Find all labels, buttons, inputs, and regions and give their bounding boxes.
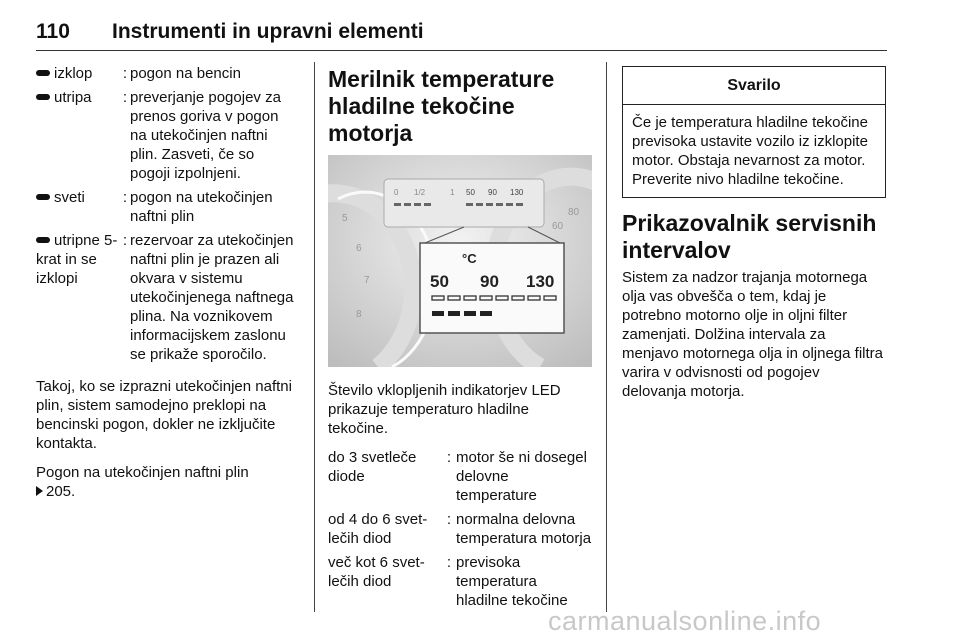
led-bar-icon bbox=[36, 70, 50, 76]
zoom-scale-130: 130 bbox=[526, 272, 555, 291]
led-count-description: normalna delovna temperatura motorja bbox=[456, 511, 592, 547]
column-divider-1 bbox=[314, 62, 315, 612]
dial-number: 80 bbox=[568, 207, 580, 218]
temp-scale-label: 130 bbox=[510, 188, 524, 197]
state-description: pogon na utekočinjen naftni plin bbox=[130, 189, 273, 225]
led-count-term: od 4 do 6 svetlečih diod bbox=[328, 511, 428, 547]
dial-number: 8 bbox=[356, 309, 362, 320]
zoom-scale-50: 50 bbox=[430, 272, 449, 291]
chapter-title: Instrumenti in upravni elementi bbox=[112, 20, 424, 43]
state-description: rezervoar za utekočinjen naftni plin je prazen ali okvara v sistemu utekočinjenega naftnega plina. Na voznikovem informacijskem zaslonu se prikaže sporočilo. bbox=[130, 232, 294, 363]
led-count-term: do 3 svetleče diode bbox=[328, 449, 417, 485]
figure-caption: Število vklopljenih indikatorjev LED prikazuje temperaturo hladilne tekočine. bbox=[328, 382, 561, 437]
section-heading-service: Prikazovalnik servisnih intervalov bbox=[622, 210, 877, 263]
section-heading-coolant: Merilnik temperature hladilne tekočine motorja bbox=[328, 66, 555, 146]
page-header bbox=[36, 14, 887, 51]
state-description: preverjanje pogojev za prenos goriva v pogon na utekočinjen naftni plin. Zasveti, če so pogoji izpolnjeni. bbox=[130, 89, 281, 182]
state-term: utripne 5-krat in se izklopi bbox=[36, 232, 118, 287]
state-term: sveti bbox=[36, 188, 120, 231]
state-term: utripa bbox=[36, 88, 120, 188]
state-description: pogon na bencin bbox=[130, 65, 241, 82]
fuel-scale-label: 0 bbox=[394, 188, 399, 197]
led-count-description: previsoka temperatura hladilne tekočine bbox=[456, 554, 568, 609]
dial-number: 5 bbox=[342, 213, 348, 224]
lpg-state-list: izklop : pogon na bencin utripa : preverjanje pogojev za prenos goriva v pogon na utekočinjen naftni plin. Zasveti, če so pogoji izpolnjeni. sveti : pogon na utekočinjen naftni plin utripne 5-krat in se izklopi : rezervoar za utekočinjen naftni plin je prazen ali okvara v sistemu utekočinjenega naftnega plina. Na voznikovem informacijskem zaslonu se prikaže sporočilo. bbox=[36, 64, 298, 369]
temp-scale-label: 50 bbox=[466, 188, 475, 197]
coolant-gauge-figure bbox=[328, 155, 592, 367]
right-column bbox=[622, 66, 886, 401]
page-number: 110 bbox=[36, 20, 70, 43]
warning-title: Svarilo bbox=[623, 67, 885, 105]
fallback-paragraph: Takoj, ko se izprazni utekočinjen naftni plin, sistem samodejno preklopi na bencinski pogon, dokler ne izključite kontakta. bbox=[36, 378, 292, 452]
warning-box bbox=[622, 66, 886, 198]
led-count-description: motor še ni dosegel delovne temperature bbox=[456, 449, 587, 504]
fuel-scale-label: 1 bbox=[450, 188, 455, 197]
led-bar-icon bbox=[36, 94, 50, 100]
warning-text: Če je temperatura hladilne tekočine previsoka ustavite vozilo iz izklopite motor. Obstaja nevarnost za motor. Preverite nivo hladilne tekočine. bbox=[632, 114, 868, 188]
state-term: izklop bbox=[36, 64, 120, 88]
watermark: carmanualsonline.info bbox=[548, 606, 822, 636]
dial-number: 6 bbox=[356, 243, 362, 254]
led-count-term: več kot 6 svetlečih diod bbox=[328, 554, 425, 590]
column-divider-2 bbox=[606, 62, 607, 612]
led-bar-icon bbox=[36, 194, 50, 200]
temperature-table: do 3 svetleče diode : motor še ni dosegel delovne temperature od 4 do 6 svetlečih diod : normalna delovna temperatura motorja več kot 6 svetlečih diod : previsoka temperatura hladilne tekočine bbox=[328, 448, 592, 615]
page-reference-icon bbox=[36, 486, 43, 496]
fuel-scale-label: 1/2 bbox=[414, 188, 426, 197]
temp-scale-label: 90 bbox=[488, 188, 497, 197]
dial-number: 60 bbox=[552, 221, 564, 232]
coolant-temp-symbol: °C bbox=[462, 251, 477, 266]
dial-number: 7 bbox=[364, 275, 370, 286]
left-column bbox=[36, 64, 298, 501]
zoom-scale-90: 90 bbox=[480, 272, 499, 291]
reference-paragraph: Pogon na utekočinjen naftni plin 205. bbox=[36, 464, 249, 500]
service-paragraph: Sistem za nadzor trajanja motornega olja vas obvešča o tem, kdaj je potrebno motorno olje in oljni filter zamenjati. Dolžina intervala za menjavo motornega olja in oljnega filtra varira v odvisnosti od pogojev delovanja motorja. bbox=[622, 269, 883, 400]
led-bar-icon bbox=[36, 237, 50, 243]
page-reference-link[interactable]: 205. bbox=[46, 483, 76, 500]
middle-column bbox=[328, 66, 592, 615]
